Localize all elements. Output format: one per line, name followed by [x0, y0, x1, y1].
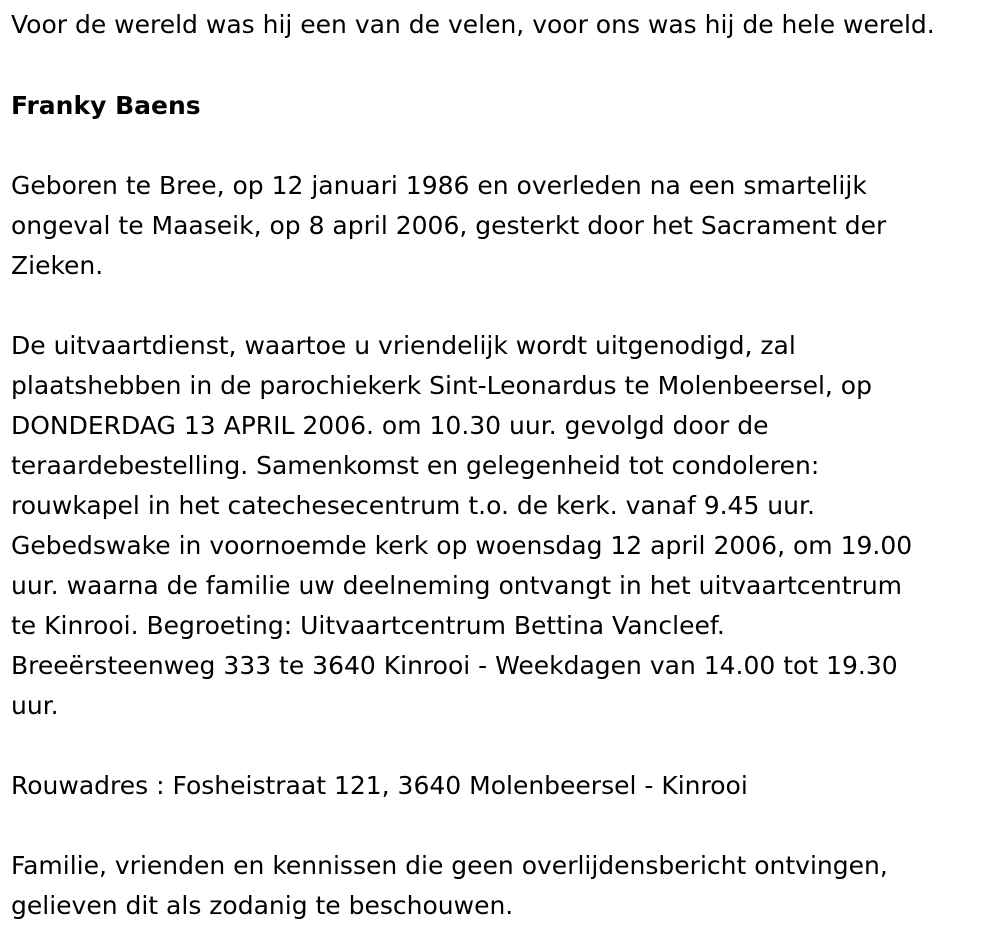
deceased-name: Franky Baens — [11, 91, 201, 120]
funeral-service-paragraph: De uitvaartdienst, waartoe u vriendelijk wordt uitgenodigd, zal plaatshebben in de parochiekerk Sint-Leonardus te Molenbeersel, op DONDERDAG 13 APRIL 2006. om 10.30 uur. gevolgd door de teraardebestelling. Samenkomst en gelegenheid tot condoleren: rouwkapel in het catechesecentrum t.o. de kerk. vanaf 9.45 uur. Gebedswake in voornoemde kerk op woensdag 12 april 2006, om 19.00 uur. waarna de familie uw deelneming ontvangt in het uitvaartcentrum te Kinrooi. Begroeting: Uitvaartcentrum Bettina Vancleef. Breeërsteenweg 333 te 3640 Kinrooi - Weekdagen van 14.00 tot 19.30 uur. — [11, 331, 913, 720]
mourning-address: Rouwadres : Fosheistraat 121, 3640 Molenbeersel - Kinrooi — [11, 771, 748, 800]
closing-notice: Familie, vrienden en kennissen die geen overlijdensbericht ontvingen, gelieven dit als zodanig te beschouwen. — [11, 851, 888, 920]
birth-death-paragraph: Geboren te Bree, op 12 januari 1986 en overleden na een smartelijk ongeval te Maaseik, op 8 april 2006, gesterkt door het Sacrament der Zieken. — [11, 171, 887, 280]
memorial-quote: Voor de wereld was hij een van de velen, voor ons was hij de hele wereld. — [11, 10, 935, 39]
